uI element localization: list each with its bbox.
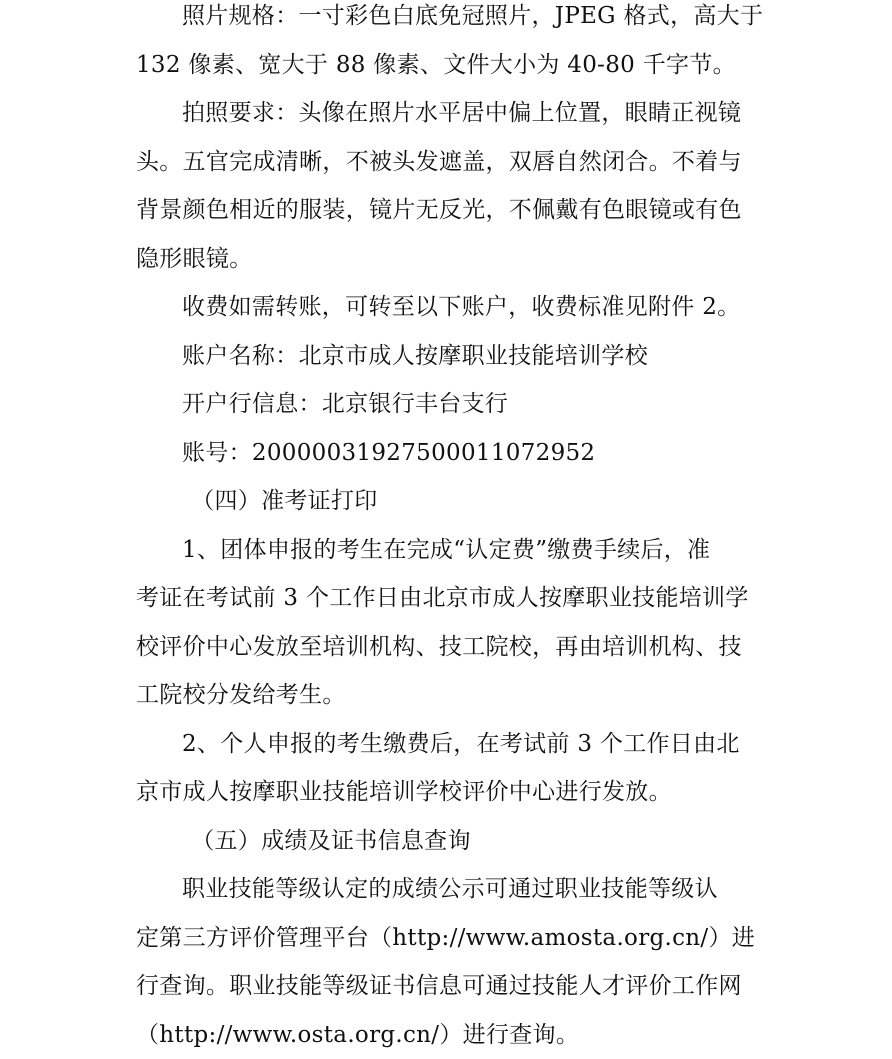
text-line: 2、个人申报的考生缴费后，在考试前 3 个工作日由北 bbox=[136, 720, 758, 769]
text-line: 拍照要求：头像在照片水平居中偏上位置，眼睛正视镜 bbox=[136, 89, 758, 138]
text-line: （http://www.osta.org.cn/）进行查询。 bbox=[136, 1011, 758, 1059]
account-number-paragraph bbox=[136, 429, 758, 478]
text-line: 工院校分发给考生。 bbox=[136, 671, 758, 720]
text-line: 账号：20000031927500011072952 bbox=[136, 429, 758, 478]
bank-info-paragraph bbox=[136, 380, 758, 429]
section-heading-results-query bbox=[136, 817, 758, 866]
text-line: 考证在考试前 3 个工作日由北京市成人按摩职业技能培训学 bbox=[136, 574, 758, 623]
text-line: 隐形眼镜。 bbox=[136, 235, 758, 284]
photo-spec-paragraph bbox=[136, 0, 758, 89]
text-line: 京市成人按摩职业技能培训学校评价中心进行发放。 bbox=[136, 768, 758, 817]
text-line: 开户行信息：北京银行丰台支行 bbox=[136, 380, 758, 429]
text-line: 账户名称：北京市成人按摩职业技能培训学校 bbox=[136, 332, 758, 381]
heading-line: （四）准考证打印 bbox=[136, 477, 758, 526]
document-body bbox=[136, 0, 758, 1059]
section-heading-admission-ticket bbox=[136, 477, 758, 526]
heading-line: （五）成绩及证书信息查询 bbox=[136, 817, 758, 866]
text-line: 背景颜色相近的服装，镜片无反光，不佩戴有色眼镜或有色 bbox=[136, 186, 758, 235]
group-applicant-paragraph bbox=[136, 526, 758, 720]
results-query-paragraph bbox=[136, 865, 758, 1059]
text-line: 职业技能等级认定的成绩公示可通过职业技能等级认 bbox=[136, 865, 758, 914]
photo-requirement-paragraph bbox=[136, 89, 758, 283]
account-name-paragraph bbox=[136, 332, 758, 381]
individual-applicant-paragraph bbox=[136, 720, 758, 817]
text-line: 头。五官完成清晰，不被头发遮盖，双唇自然闭合。不着与 bbox=[136, 138, 758, 187]
text-line: 照片规格：一寸彩色白底免冠照片，JPEG 格式，高大于 bbox=[136, 0, 758, 41]
text-line: 收费如需转账，可转至以下账户，收费标准见附件 2。 bbox=[136, 283, 758, 332]
text-line: 行查询。职业技能等级证书信息可通过技能人才评价工作网 bbox=[136, 962, 758, 1011]
text-line: 1、团体申报的考生在完成“认定费”缴费手续后，准 bbox=[136, 526, 758, 575]
text-line: 132 像素、宽大于 88 像素、文件大小为 40-80 千字节。 bbox=[136, 41, 758, 90]
text-line: 校评价中心发放至培训机构、技工院校，再由培训机构、技 bbox=[136, 623, 758, 672]
fee-transfer-paragraph bbox=[136, 283, 758, 332]
text-line: 定第三方评价管理平台（http://www.amosta.org.cn/）进 bbox=[136, 914, 758, 963]
